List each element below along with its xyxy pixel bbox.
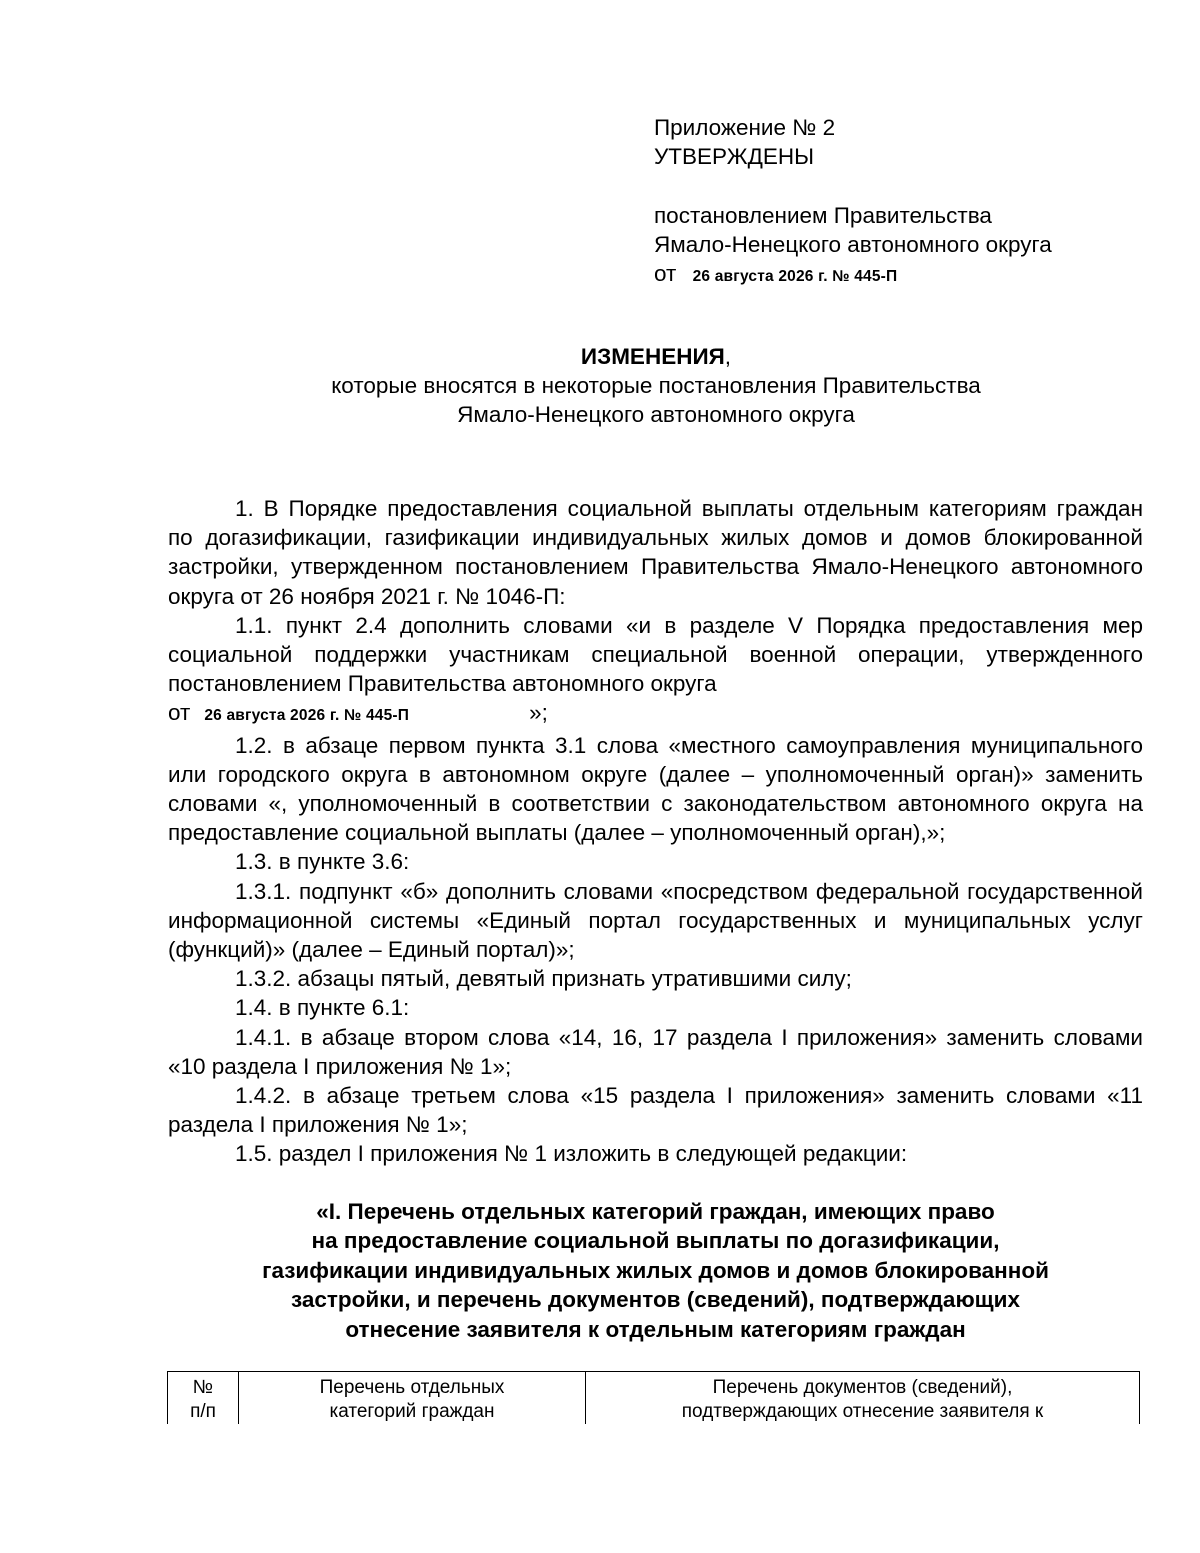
approval-date-line [654, 259, 1052, 291]
paragraph-1-3-2: 1.3.2. абзацы пятый, девятый признать утратившими силу; [235, 966, 852, 992]
approval-authority-region: Ямало-Ненецкого автономного округа [654, 232, 1052, 257]
paragraph-1-1: 1.1. пункт 2.4 дополнить словами «и в разделе V Порядка предоставления мер социальной поддержки участникам специальной военной операции, утвержденного постановлением Правительства автономного округа [168, 612, 1143, 697]
paragraph-1: 1. В Порядке предоставления социальной выплаты отдельным категориям граждан по догазификации, газификации индивидуальных жилых домов и домов блокированной застройки, утвержденном постановлением Правительства Ямало-Ненецкого автономного округа от 26 ноября 2021 г. № 1046-П: [168, 496, 1143, 609]
header-number [168, 1372, 239, 1425]
title-main: ИЗМЕНЕНИЯ [580, 344, 725, 369]
paragraph-1-2: 1.2. в абзаце первом пункта 3.1 слова «местного самоуправления муниципального или городского округа в автономном округе (далее – уполномоченный орган)» заменить словами «, уполномоченный в соответствии с законодательством автономного округа на предоставление социальной выплаты (далее – уполномоченный орган),»; [168, 732, 1143, 846]
title-main-line [170, 342, 1142, 371]
paragraph-1-1-end: »; [529, 700, 548, 726]
header-number-line-1: № [192, 1377, 214, 1398]
appendix-approval-block [654, 113, 1052, 291]
categories-table [167, 1371, 1140, 1424]
title-subtitle-2: Ямало-Ненецкого автономного округа [457, 402, 855, 427]
table-header-row [168, 1372, 1140, 1425]
header-documents-line-2: подтверждающих отнесение заявителя к [681, 1401, 1044, 1422]
header-categories [239, 1372, 586, 1425]
section-heading-line-1: «I. Перечень отдельных категорий граждан, имеющих право [316, 1199, 995, 1224]
approval-stamp: УТВЕРЖДЕНЫ [654, 144, 814, 169]
header-number-line-2: п/п [190, 1401, 216, 1422]
approval-date-prefix: от [654, 261, 677, 286]
paragraph-1-1-date-prefix: от [168, 700, 191, 726]
approval-authority: постановлением Правительства [654, 203, 992, 228]
section-heading-line-2: на предоставление социальной выплаты по догазификации, [311, 1228, 1000, 1254]
paragraph-1-4: 1.4. в пункте 6.1: [235, 995, 410, 1021]
header-documents-line-1: Перечень документов (сведений), [712, 1377, 1013, 1398]
header-categories-line-2: категорий граждан [329, 1401, 495, 1422]
paragraph-1-4-2: 1.4.2. в абзаце третьем слова «15 раздела I приложения» заменить словами «11 раздела I приложения № 1»; [168, 1083, 1143, 1138]
appendix-number: Приложение № 2 [654, 115, 836, 140]
paragraph-1-1-date-line [168, 698, 1143, 730]
header-documents [586, 1372, 1140, 1425]
document-title [170, 342, 1142, 429]
title-subtitle-1: которые вносятся в некоторые постановления Правительства [331, 373, 981, 398]
approval-date: 26 августа 2026 г. № 445-П [692, 268, 898, 285]
document-body [168, 494, 1143, 1169]
paragraph-1-5: 1.5. раздел I приложения № 1 изложить в следующей редакции: [235, 1141, 908, 1167]
paragraph-1-4-1: 1.4.1. в абзаце втором слова «14, 16, 17 раздела I приложения» заменить словами «10 раздела I приложения № 1»; [168, 1024, 1143, 1079]
section-heading-line-5: отнесение заявителя к отдельным категориям граждан [345, 1316, 966, 1342]
paragraph-1-1-date: 26 августа 2026 г. № 445-П [204, 707, 410, 725]
title-comma: , [724, 344, 732, 369]
paragraph-1-3: 1.3. в пункте 3.6: [235, 849, 410, 875]
section-heading-line-3: газификации индивидуальных жилых домов и домов блокированной [262, 1257, 1049, 1283]
paragraph-1-3-1: 1.3.1. подпункт «б» дополнить словами «посредством федеральной государственной информационной системы «Единый портал государственных и муниципальных услуг (функций)» (далее – Единый портал)»; [168, 878, 1143, 963]
section-heading [168, 1197, 1143, 1344]
section-heading-line-4: застройки, и перечень документов (сведений), подтверждающих [290, 1287, 1020, 1313]
header-categories-line-1: Перечень отдельных [319, 1377, 505, 1398]
